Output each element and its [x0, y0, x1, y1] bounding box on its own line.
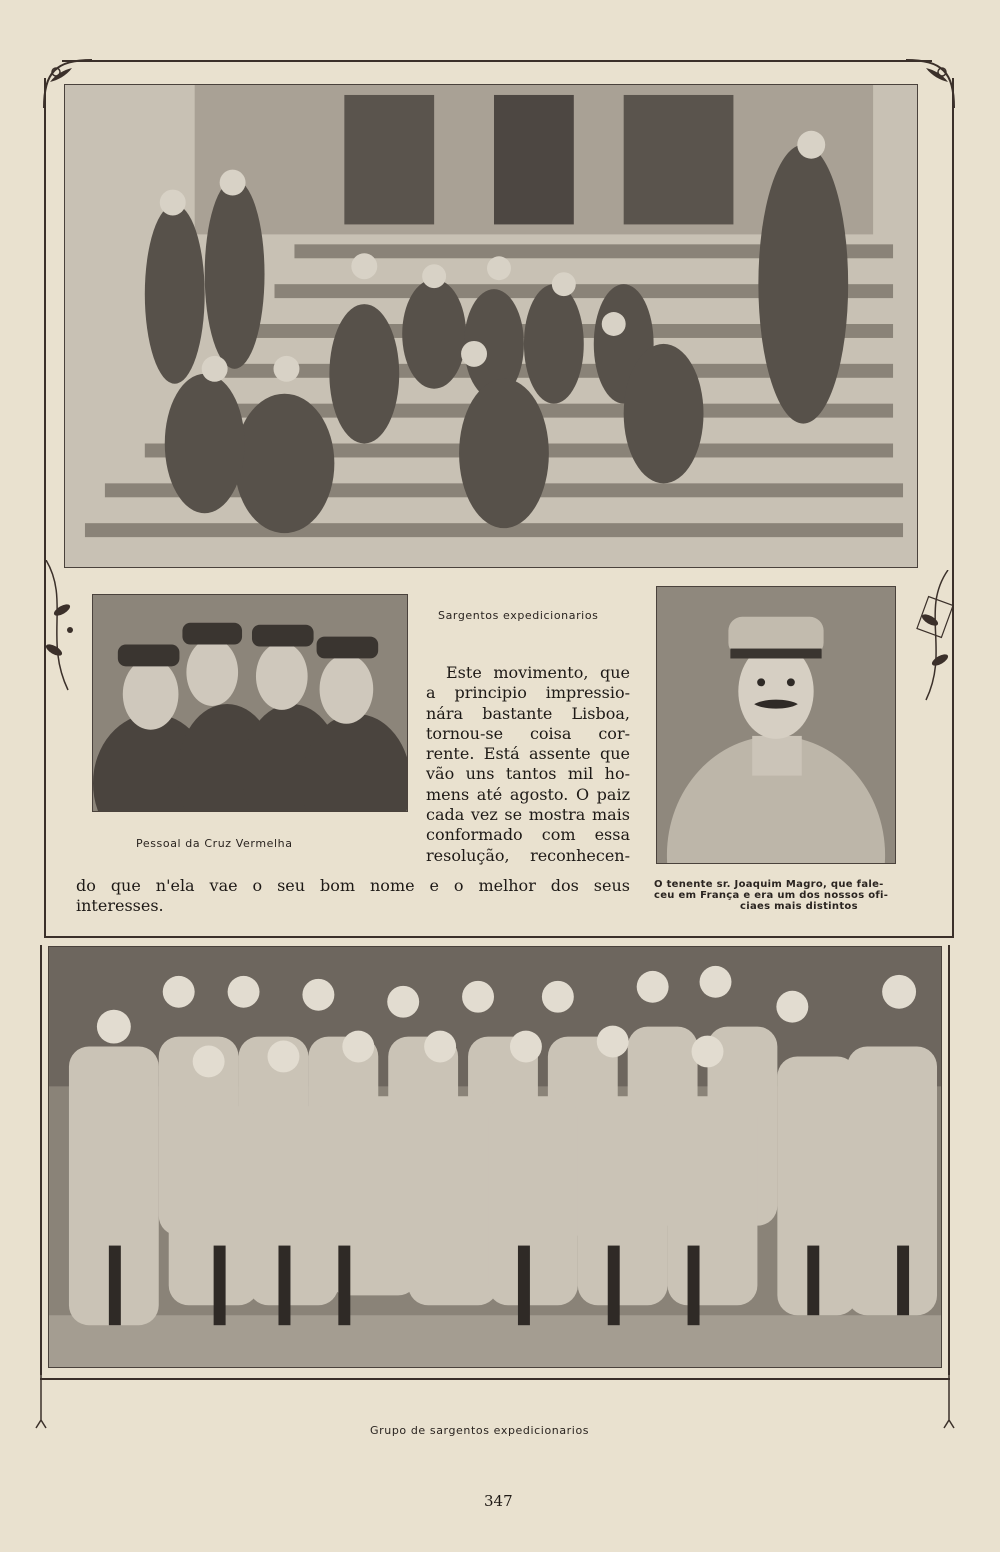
officer-portrait-photo — [656, 586, 896, 864]
frame-lower-left-line — [40, 945, 42, 1375]
article-line: a principio impressio- — [426, 683, 630, 703]
frame-top-line — [62, 60, 932, 62]
page-number: 347 — [484, 1492, 513, 1510]
article-line: vão uns tantos mil ho- — [426, 764, 630, 784]
bottom-group-photo — [48, 946, 942, 1368]
article-column — [426, 663, 630, 866]
portrait-icon — [657, 587, 895, 863]
portrait-caption-line: ceu em França e era um dos nossos ofi- — [654, 890, 889, 901]
bottom-photo-caption: Grupo de sargentos expedicionarios — [370, 1424, 590, 1437]
portrait-group-icon — [93, 595, 407, 811]
frame-lower-right-line — [948, 945, 950, 1375]
red-cross-caption: Pessoal da Cruz Vermelha — [136, 837, 293, 850]
top-photo-caption: Sargentos expedicionarios — [438, 609, 599, 622]
top-group-photo — [64, 84, 918, 568]
article-line: conformado com essa — [426, 825, 630, 845]
red-cross-photo — [92, 594, 408, 812]
article-line: tornou-se coisa cor- — [426, 723, 630, 743]
vine-ornament-icon — [40, 560, 90, 700]
portrait-caption-line: ciaes mais distintos — [740, 901, 858, 912]
officer-portrait-caption — [654, 879, 926, 912]
group-photo-icon — [49, 947, 941, 1367]
vine-ornament-icon — [900, 570, 955, 710]
portrait-caption-line: O tenente sr. Joaquim Magro, que fale- — [654, 879, 884, 890]
group-photo-icon — [65, 85, 917, 567]
frame-right-line — [952, 78, 954, 936]
article-line: Este movimento, que — [446, 663, 630, 682]
article-line: nára bastante Lisboa, — [426, 703, 630, 723]
article-line: cada vez se mostra mais — [426, 805, 630, 825]
article-line: rente. Está assente que — [426, 744, 630, 764]
article-line: mens até agosto. O paiz — [426, 784, 630, 804]
stem-ornament-icon — [934, 1370, 964, 1430]
article-line: do que n'ela vae o seu bom nome e o melhor dos seus — [76, 876, 630, 895]
article-line: resolução, reconhecen- — [426, 845, 630, 865]
frame-left-line — [44, 78, 46, 936]
frame-middle-line — [44, 936, 954, 938]
article-line: interesses. — [76, 896, 164, 916]
stem-ornament-icon — [30, 1370, 60, 1430]
frame-bottom-line — [40, 1378, 950, 1380]
article-wide-lines — [76, 876, 630, 917]
